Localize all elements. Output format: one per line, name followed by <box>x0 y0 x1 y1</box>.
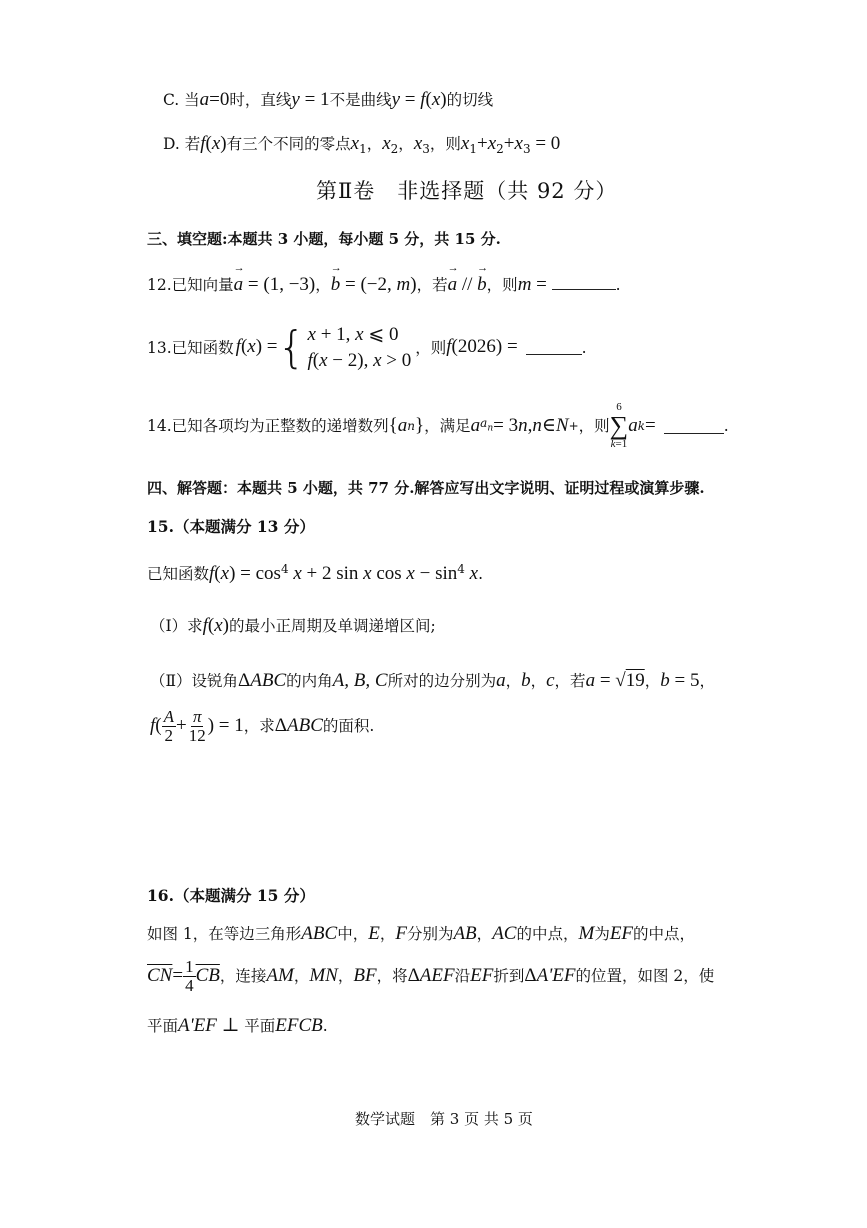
question-16-line1: 如图 1，在等边三角形ABC中，E，F分别为AB，AC的中点，M为EF的中点， <box>147 923 696 944</box>
answer-blank[interactable] <box>552 275 616 290</box>
question-15-part2: （Ⅱ）设锐角ΔABC的内角A, B, C所对的边分别为a，b，c，若a = √19，b = 5， <box>150 670 715 691</box>
answer-blank[interactable] <box>664 419 724 434</box>
option-c: C. 当a=0时，直线y = 1不是曲线y = f(x)的切线 <box>163 89 494 110</box>
question-16-title: 16.（本题满分 15 分） <box>147 886 315 905</box>
piecewise-cases: x + 1, x ⩽ 0 f(x − 2), x > 0 <box>307 324 412 371</box>
question-16-line2: $\overline{CN}$ = $\frac{1}{4}$ $\overline{CB}$ ，连接 AM ， MN ， BF ，将 Δ AEF 沿 EF 折到 Δ A'EF 的位置，如图 2，使 <box>147 957 715 995</box>
page-footer: 数学试题 第 3 页 共 5 页 <box>355 1110 533 1128</box>
section4-header: 四、解答题：本题共 5 小题，共 77 分.解答应写出文字说明、证明过程或演算步骤. <box>147 479 705 497</box>
option-d: D. 若f(x)有三个不同的零点$x_1$，$x_2$，$x_3$，则$x_1+x_2+x_3 = 0$ <box>163 133 561 157</box>
question-14: 14.已知各项均为正整数的递增数列 { a n } ，满足 a $a_n$ = 3 n , n ∈ N + ，则 6 ∑ k=1 a k = . <box>147 401 729 450</box>
question-15-part2-cont: f ( $\frac{A}{2}$ + $\frac{\pi}{12}$ ) = 1 ，求 Δ ABC 的面积. <box>150 707 375 745</box>
part2-title: 第Ⅱ卷 非选择题（共 92 分） <box>316 179 618 203</box>
question-12: 12.已知向量→ a = (1, −3)，→ b = (−2, m)，若→ a // → b，则m = . <box>147 273 621 298</box>
answer-blank[interactable] <box>526 340 582 355</box>
question-15-part1: （Ⅰ）求f(x)的最小正周期及单调递增区间; <box>150 615 436 636</box>
question-16-line3: 平面A'EF ⊥ 平面EFCB. <box>147 1015 328 1036</box>
question-15-intro: 已知函数$f(x) = \cos^4 x + 2$ sin x $\cos x - \sin^4 x$. <box>147 561 484 584</box>
summation: 6 ∑ k=1 <box>609 401 629 450</box>
question-15-title: 15.（本题满分 13 分） <box>147 517 315 536</box>
piecewise-brace: { <box>277 321 306 373</box>
section3-header: 三、填空题:本题共 3 小题，每小题 5 分，共 15 分. <box>147 230 501 248</box>
question-13: 13.已知函数 f ( x ) = { x + 1, x ⩽ 0 f(x − 2), x > 0 ，则 f (2026) = . <box>147 321 587 373</box>
